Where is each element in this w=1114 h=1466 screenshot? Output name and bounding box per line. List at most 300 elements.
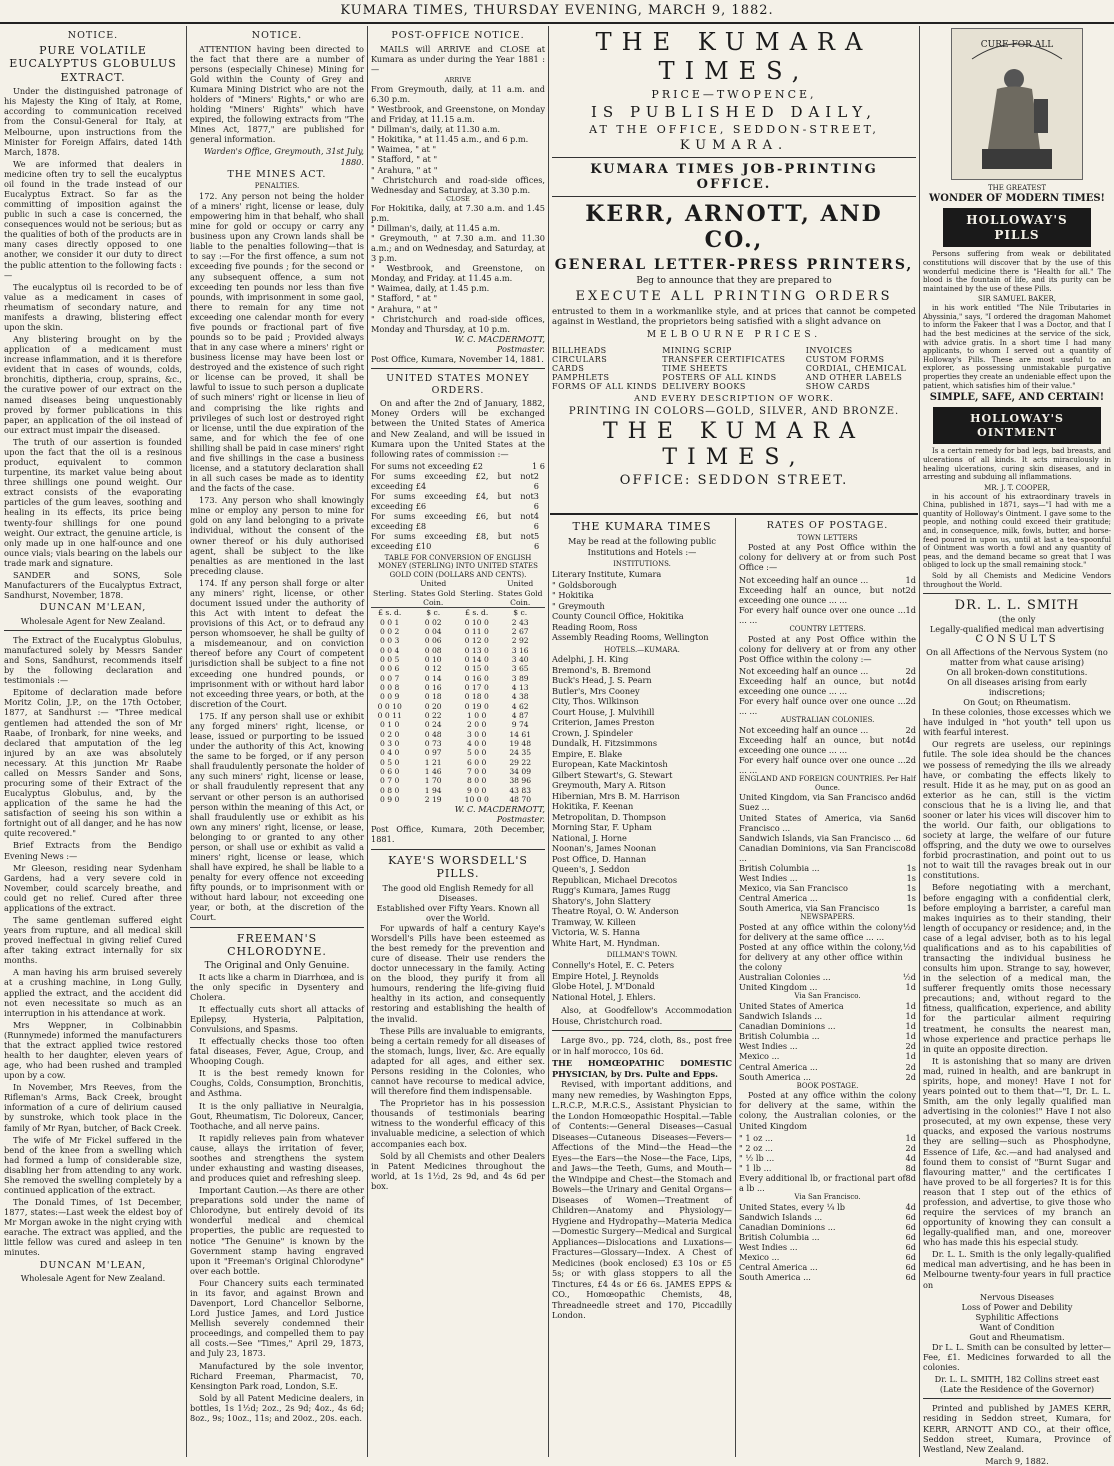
paragraph: 175. If any person shall use or exhibit any forged miners' right, license, or lease, issued or purporting to be issued under the authority of this Act, knowing the same to be forged, or if any person shall fraudulently personate the holder of any such miners' right, license or lease, or shall fraudulently represent that any servant or other person is an authorised person within the meaning of this Act, or shall fraudulently use or exhibit as his own any miners' right, license, or lease, belonging to or granted to any other person, or shall use or exhibit as valid a miners' right, license or lease, which shall have expired, he shall be liable to a penalty for every offence not exceeding fifty pounds, or to imprisonment with or without hard labour, not exceeding one year, or both, at the discretion of the Court. [190,710,364,923]
print-item: CIRCULARS [552,354,608,364]
kaye-title: KAYE'S WORSDELL'S PILLS. [388,853,528,881]
rate-value: 6d [905,1252,916,1263]
rate-row [739,605,916,625]
newspapers-heading: NEWSPAPERS. [800,913,855,922]
rate-label: Canadian Dominions ... [739,1221,836,1232]
warden-signature: Warden's Office, Greymouth, 31st July, 1880. [203,146,364,167]
rate-value: 8d [905,842,916,853]
table-cell: 3 16 [511,645,529,655]
kumara-times-advert [552,28,916,510]
table-cell: 0 06 [424,636,442,646]
agent-name: DUNCAN M'LEAN, [39,602,147,614]
rate-row [739,1242,916,1252]
table-cell: 1 46 [424,766,442,776]
rate-label: United Kingdom, via San Francisco and Suez ... [739,792,906,813]
table-cell: 0 16 0 [464,673,489,683]
hotel-item: Greymouth, Mary A. Ritson [552,780,666,791]
table-cell: 3 89 [511,673,529,683]
dillmans-heading: DILLMAN'S TOWN. [606,951,678,960]
rate-row [739,1173,916,1193]
table-cell: £ s. d. [465,608,489,618]
table-cell: 0 10 [424,654,442,664]
arrival-item: From Greymouth, daily, at 11 a.m. and 6.30 p.m. [371,83,545,104]
table-cell: 0 12 [424,664,442,674]
rate-row [739,972,916,982]
rate-row [739,1202,916,1212]
office-footer: OFFICE: SEDDON STREET. [619,473,849,489]
disease-item: Gout and Rheumatism. [969,1331,1065,1342]
closes-list [371,203,545,334]
holloway-illustration [951,28,1083,180]
table-cell: 0 14 0 [464,654,489,664]
imprint: Printed and published by JAMES KERR, residing in Seddon street, Kumara, for KERR, ARNOTT AND CO., at their office, Seddon street, Kumara, Province of Westland, New Zealand. [923,1403,1111,1454]
rate-row [739,725,916,735]
rate-value: 6d [905,832,916,843]
rate-value: 3 6 [533,491,539,512]
price-line: PRICE—TWOPENCE, [651,87,817,101]
rate-value: 8d [905,1172,916,1183]
rate-label: " ½ lb ... [739,1152,775,1163]
table-cell: 14 61 [509,729,532,739]
rate-value: 1d [905,1031,916,1042]
arrivals-list [371,84,545,195]
rate-row [739,903,916,913]
print-item: FORMS OF ALL KINDS [552,381,657,391]
rate-value: 2d [905,1071,916,1082]
rate-value: 6d [905,1231,916,1242]
table-cell: 0 18 0 [464,692,489,702]
cooper-heading: MR. J. T. COOPER, [984,483,1050,492]
rate-value: 6d [905,1242,916,1252]
rate-row [739,676,916,696]
hotel-item: Metropolitan, D. Thompson [552,811,666,822]
rate-label: Exceeding half an ounce, but not exceeding one ounce ... ... [739,675,906,696]
beg-line: Beg to announce that they are prepared to [636,275,832,286]
rate-label: Central America ... [739,893,818,904]
table-cell: 0 3 0 [380,738,400,748]
rate-value: 4d [905,675,916,686]
rate-row [739,1153,916,1163]
postmaster-name: W. C. MACDERMOTT, [454,333,545,344]
arrival-item: " Waimea, " at " [371,144,437,155]
hotel-item: White Hart, M. Hyndman. [552,937,660,948]
rate-label: British Columbia ... [739,1231,820,1242]
paragraph: It is astonishing that so many are driven mad, ruined in health, and are bankrupt in spirits, hope, and money! Have I not for years pointed out to them that—"I, Dr. L. L. Smith, am the only legally qualified man advertising in the colonies!" Have I not also prosecuted, at my own expense, these very quacks, and exposed the various nostrums they are selling—such as Phosphodyne, Essence of Life, &c.—and had analysed and found them to consist of "Burnt Sugar and flavouring matter," and the certificates I have proved to be all forgeries? It is for this reason that I step out of the ethics of profession, and advertise, to give those who require the services of my branch an opportunity of knowing they can consult a legally-qualified man, and one, moreover who has made this his especial study. [923,1055,1111,1248]
table-cell: 48 70 [509,794,532,804]
table-row [371,776,545,785]
hotel-item: Hibernian, Mrs B. M. Harrison [552,790,680,801]
hotel-item: Buck's Head, J. S. Pearn [552,675,652,686]
hotel-item: Globe Hotel, J. M'Donald [552,981,655,992]
imprint-date: March 9, 1882. [985,1455,1049,1466]
table-cell: 0 9 0 [380,794,400,804]
table-cell: 24 35 [509,748,532,758]
column-rule [367,26,368,1457]
hotel-item: Bremond's, B. Bremond [552,664,651,675]
rate-value: 1s [906,862,916,873]
disease-item: Loss of Power and Debility [961,1301,1073,1312]
table-row [371,730,545,739]
holloways-pills-banner: HOLLOWAY'S PILLS [943,208,1091,248]
hotel-item: Rugg's Kumara, James Rugg [552,885,671,896]
table-cell: 38 96 [509,776,532,786]
office-line: AT THE OFFICE, SEDDON-STREET, [589,122,879,136]
table-row [371,702,545,711]
print-item: CORDIAL, CHEMICAL [805,363,907,373]
paragraph: The truth of our assertion is founded upon the fact that the oil is a resinous product, equivalent to common turpentine, its market value being about three shillings one pound weight. Our extract consists of the evaporating particles of the gum leaves, soothing and healing in its effects, its price being twenty-four shillings for one pound weight. Our extract, the genuine article, is only made up in one half-ounce and one ounce vials; vials bearing on the labels our trade mark and signature. [4,436,182,568]
post-office-date: Post Office, Kumara, November 14, 1881. [371,353,544,364]
paragraph: Important Caution.—As there are other preparations sold under the name of Chlorodyne, but entirely devoid of its wonderful medical and chemical properties, the public are requested to notice "The Genuine" is known by the Government stamp having engraved upon it "Freeman's Original Chlorodyne" over each bottle. [190,1185,364,1276]
only-label: (the only [998,614,1036,625]
table-cell: 1 0 0 [467,710,487,720]
homeopathic-title: THE HOMŒOPATHIC DOMESTIC PHYSICIAN, by Drs. Pulte and Epps. [552,1058,732,1079]
paragraph: Any blistering brought on by the application of a medicament must increase inflammation, and it is therefore evident that in cases of wounds, colds, bronchitis, diptheria, croup, sprains, &c., the curative power of our extract on the named diseases being unquestionably proved by former publications in this paper, an application of the oil instead of our extract must impair the diseased. [4,334,182,435]
table-cell: 34 09 [509,766,532,776]
rate-row [739,1222,916,1232]
table-row [371,664,545,673]
hotel-item: Crown, J. Spindeler [552,727,633,738]
rate-value: ½d [902,921,916,932]
table-cell: 2 0 0 [467,720,487,730]
rate-value: 6d [905,792,916,803]
hotels-heading: HOTELS.—KUMARA. [604,645,680,654]
rate-row [371,471,545,491]
close-item: For Hokitika, daily, at 7.30 a.m. and 1.45 p.m. [371,202,545,223]
rate-label: West Indies ... [739,1041,798,1052]
rate-row [739,1001,916,1011]
hotel-item: Noonan's, James Noonan [552,843,657,854]
hotel-item: Tramway, W. Killeen [552,916,636,927]
rate-value: 1d [905,1011,916,1022]
rate-label: For sums exceeding £6, but not exceeding £8 [371,511,534,532]
rate-label: Central America ... [739,1262,818,1273]
hotel-item: Criterion, James Preston [552,717,655,728]
table-row [371,618,545,627]
chlorodyne-subtitle: The Original and Only Genuine. [204,960,350,971]
paragraph: Before negotiating with a merchant, before engaging with a confidential clerk, before employing a barrister, a careful man makes inquiries as to their standing, their length of occupancy or residence; and, in the case of a legal adviser, both as to his legal qualifications and as to his capabilities of transacting the individual business he consults him upon. Strange to say, however, in the selection of a medical man, the sufferer frequently omits those necessary precautions; and, without regard to the fitness, qualification, experience, and ability for the particular ailment requiring treatment, he consults the nearest man, whose experience and practice perhaps lie in quite an opposite direction. [923,882,1111,1054]
table-cell: 0 4 0 [380,748,400,758]
town-letters-heading: TOWN LETTERS [797,533,858,542]
rate-value: 2d [905,1041,916,1052]
rate-row [739,1212,916,1222]
table-row [371,692,545,701]
rate-value: 2d [905,665,916,676]
table-cell: 0 0 9 [380,692,400,702]
table-cell: 1 21 [424,757,442,767]
rate-value: 1d [905,1021,916,1032]
paragraph: The Proprietor has in his possession thousands of testimonials bearing witness to the wonderful efficacy of this invaluable medicine, a selection of which accompanies each box. [371,1098,545,1149]
disease-item: Syphilitic Affections [975,1311,1059,1322]
table-cell: $ c. [513,608,528,618]
arrival-item: " Stafford, " at " [371,154,438,165]
england-heading: ENGLAND AND FOREIGN COUNTRIES. Per Half Ounce. [739,775,916,792]
paragraph: In November, Mrs Reeves, from the Rifleman's Arms, Back Creek, brought information of a cure of delirium caused by sunstroke, which took place in the family of Mr Ryan, butcher, of Back Creek. [4,1082,182,1133]
table-cell: 19 48 [509,738,532,748]
arrival-item: " Arahura, " at " [371,164,438,175]
table-cell: 4 13 [511,682,529,692]
rate-label: United States of America [739,1001,844,1012]
table-cell: £ s. d. [378,608,402,618]
hotel-item: European, Kate Mackintosh [552,759,668,770]
table-cell: 0 0 2 [380,626,400,636]
execute-line: EXECUTE ALL PRINTING ORDERS [575,288,893,304]
rate-row [739,1262,916,1272]
kerr-arnott-name: KERR, ARNOTT, AND CO., [585,200,883,253]
rate-row [739,833,916,843]
column-mines-act [190,28,364,1455]
kumara-title: THE KUMARA TIMES, [595,28,873,85]
rate-row [739,1031,916,1041]
rate-value: 1s [906,883,916,894]
paragraph: Sold by all Patent Medicine dealers, in bottles, 1s 1½d; 2oz., 2s 9d; 4oz., 4s 6d; 8oz., 9s; 10oz., 11s; and 20oz., 20s. each. [190,1392,364,1423]
table-cell: 4 38 [511,692,529,702]
rate-value: 4 6 [533,511,539,532]
rate-label: Not exceeding half an ounce ... [739,574,869,585]
kaye-established: Established over Fifty Years. Known all over the World. [376,902,540,923]
column-rule [735,518,736,1457]
post-office-date: Post Office, Kumara, 20th December, 1881. [371,824,545,845]
conversion-table [371,579,545,804]
rate-label: West Indies ... [739,872,798,883]
rate-label: Canadian Dominions, via San Francisco ... [739,842,906,863]
entrusted-text: entrusted to them in a workmanlike style, and at prices that cannot be competed against in Westland, the proprietors being satisfied with a slight advance on [552,306,916,327]
paragraph: Mrs Weppner, in Colbinabbin (Runnymede) informed the manufacturers that the extract applied twice restored health to her daughter, eleven years of age, who had been rushed and trampled upon by a cow. [4,1019,182,1081]
rate-label: " 2 oz ... [739,1142,773,1153]
table-cell: 0 5 0 [380,757,400,767]
table-cell: 0 08 [424,645,442,655]
paragraph: It rapidly relieves pain from whatever cause, allays the irritation of fever, soothes and strengthens the system under exhausting and wasting diseases, and produces quiet and refreshing sleep. [190,1132,364,1184]
table-cell: 43 83 [509,785,532,795]
rate-row [371,511,545,531]
postmaster-name: W. C. MACDERMOTT, [454,804,545,815]
masthead: KUMARA TIMES, THURSDAY EVENING, MARCH 9, 1882. [0,0,1114,24]
table-cell: 0 02 [424,617,442,627]
table-cell: 6 0 0 [467,757,487,767]
arrival-item: " Westbrook, and Greenstone, on Monday and Friday, at 11.15 a.m. [371,104,545,125]
table-cell: 4 87 [511,710,529,720]
arrival-item: " Christchurch and road-side offices, Wednesday and Saturday, at 3.30 p.m. [371,174,545,195]
rate-label: United States, every ¼ lb [739,1201,845,1212]
kaye-subtitle: The good old English Remedy for all Diseases. [382,882,534,903]
colors-line: PRINTING IN COLORS—GOLD, SILVER, AND BRONZE. [568,405,900,417]
agent-title: Wholesale Agent for New Zealand. [20,1273,166,1284]
rate-label: Canadian Dominions ... [739,1021,836,1032]
rate-row [739,1072,916,1082]
melbourne-prices: MELBOURNE PRICES. [646,329,822,340]
print-item: SHOW CARDS [805,381,871,391]
notice-heading: NOTICE. [67,30,119,41]
column-rule [548,26,549,1457]
rate-row [739,843,916,863]
table-cell: 0 17 0 [464,682,489,692]
table-cell: 0 24 [424,720,442,730]
rate-label: British Columbia ... [739,1031,820,1042]
rate-label: South America ... [739,1272,811,1283]
eucalyptus-title: PURE VOLATILE EUCALYPTUS GLOBULUS EXTRACT. [9,43,177,84]
table-row [371,683,545,692]
rate-row [739,883,916,893]
institution-item: " Greymouth [552,600,605,611]
agent-title: Wholesale Agent for New Zealand. [20,615,166,626]
print-item: MINING SCRIP [662,345,732,355]
table-header: Sterling. [458,579,495,607]
table-cell: 3 65 [511,664,529,674]
institutions-heading: INSTITUTIONS. [613,560,671,569]
rate-value: 2d [905,584,916,595]
chlorodyne-title: FREEMAN'S CHLORODYNE. [227,931,327,959]
holloways-ointment-banner: HOLLOWAY'S OINTMENT [933,407,1101,444]
hotel-item: Empire Hotel, J. Reynolds [552,970,659,981]
rate-label: Exceeding half an ounce, but not exceeding one ounce ... ... [739,584,906,605]
table-row [371,795,545,804]
hotel-item: National Hotel, J. Ehlers. [552,991,656,1002]
hotel-item: Dundalk, H. Fitzsimmons [552,738,658,749]
paragraph: It acts like a charm in Diarrhœa, and is the only specific in Dysentery and Cholera. [190,971,364,1002]
rate-value: 4d [905,734,916,745]
rate-row [739,1232,916,1242]
table-cell: 2 67 [511,626,529,636]
hotel-item: Empire, E. Blake [552,748,623,759]
close-item: " Westbrook, and Greenstone, on Monday, and Friday. at 11.45 a.m. [371,263,545,284]
rate-row [739,1051,916,1061]
table-cell: 0 12 0 [464,636,489,646]
table-row [371,720,545,729]
paragraph: MAILS will ARRIVE and CLOSE at Kumara as under during the Year 1881 :— [371,43,545,74]
rate-label: South America, via San Francisco [739,903,880,914]
hotel-item: Republican, Michael Drecotos [552,874,678,885]
rate-row [371,531,545,551]
rate-label: Posted at any office within the colony for delivery at the same office ... ... [739,921,903,942]
print-item: CUSTOM FORMS [805,354,885,364]
rate-row [739,1041,916,1051]
table-cell: 0 22 [424,710,442,720]
paragraph: Posted at any Post Office within the colony for delivery at or from such Post Office :— [739,542,916,573]
paragraph: 172. Any person not being the holder of a miners' right, license or lease, duly empowering him in that behalf, who shall mine for gold or occupy or carry any business upon any Crown lands shall be liable to the penalties following—that is to say :—For the first offence, a sum not exceeding five pounds ; for the second or any subsequent offence, a sum not exceeding ten pounds nor less than five pounds, with imprisonment in some gaol, there to remain for any time not exceeding one calendar month for every five pounds or fractional part of five pounds so to be paid ; Provided always that in any case where a miners' right or business license may have been lost or destroyed and the existence of such right or license can be proved, it shall be lawful to issue to such person a duplicate of such miners' right or license in lieu of and comprising the like rights and privileges of such lost or destroyed right or license, until the due expiration of the same, and for which the fee of one shilling shall be paid in case miners' right and five shillings in the case a business license, and a statutory declaration shall in all such cases be made as to identity and the facts of the case. [190,190,364,494]
wonder-heading: WONDER OF MODERN TIMES! [929,192,1105,204]
table-cell: 2 19 [424,794,442,804]
kumara-title-footer: THE KUMARA TIMES, [603,418,865,470]
rate-value: 4d [905,1201,916,1212]
consults-item: On all broken-down constitutions. [946,666,1088,677]
rate-row [739,1252,916,1262]
general-printers: GENERAL LETTER-PRESS PRINTERS, [554,256,914,273]
statue-icon [952,29,1082,179]
hotel-item: Victoria, W. S. Hanna [552,927,640,938]
paragraph: Four Chancery suits each terminated in its favor, and against Brown and Davenport, Lord Chancellor Selborne, Lord Justice James, and Lord Justice Mellish severely condemned their proceedings, and compelled them to pay all costs.—See "Times," April 29, 1873, and July 23, 1873. [190,1277,364,1359]
commission-list [371,461,545,552]
rate-value: 1d [905,1001,916,1012]
column-eucalyptus [4,28,182,1455]
table-cell: 0 0 8 [380,682,400,692]
rate-value: 6d [905,1211,916,1222]
money-orders-heading: UNITED STATES MONEY ORDERS. [386,372,530,396]
rate-row [739,1133,916,1143]
rate-value: 1d [905,982,916,993]
rate-row [739,873,916,883]
via-heading: Via San Francisco. [794,1193,861,1202]
paragraph: Dr L. L. Smith can be consulted by letter—Fee, £1. Medicines forwarded to all the colonies. [923,1341,1111,1373]
table-cell: 2 92 [511,636,529,646]
rate-row [739,1011,916,1021]
town-line: KUMARA. [679,137,789,153]
print-item: INVOICES [805,345,853,355]
rate-row [739,1272,916,1282]
rate-value: 1 6 [531,460,545,471]
hotel-item: Gilbert Stewart's, G. Stewart [552,769,673,780]
hotel-item: Butler's, Mrs Cooney [552,685,640,696]
hotel-item: Theatre Royal, O. W. Anderson [552,906,679,917]
disease-item: Want of Condition [979,1321,1055,1332]
rate-label: Mexico ... [739,1252,780,1263]
close-item: " Christchurch and road-side offices, Monday and Thursday, at 10 p.m. [371,313,545,334]
consults-item: On Gout; on Rheumatism. [963,697,1071,708]
rate-row [739,1021,916,1031]
baker-heading: SIR SAMUEL BAKER, [978,295,1056,304]
table-cell: 3 40 [511,654,529,664]
rate-value: 6d [905,1262,916,1273]
rate-label: " 1 lb ... [739,1162,772,1173]
rate-label: Sandwich Islands, via San Francisco ... [739,832,902,843]
rates-heading: RATES OF POSTAGE. [766,520,889,531]
table-cell: 0 14 [424,673,442,683]
rate-value: 1s [906,903,916,914]
table-cell: 0 2 0 [380,729,400,739]
rate-row [739,1163,916,1173]
rate-value: 2d [905,1142,916,1153]
via-heading: Via San Francisco. [794,992,861,1001]
read-at-title: THE KUMARA TIMES [572,520,712,533]
consults-item: On all Affections of the Nervous System (no matter from what cause arising) [926,646,1108,667]
smith-address-note: (Late the Residence of the Governor) [939,1384,1095,1395]
rate-label: Posted at any office within the colony, for delivery at any other office within the colony [739,942,903,973]
rate-label: Every additional lb, or fractional part of a lb ... [739,1172,906,1193]
mines-act-heading: THE MINES ACT. [227,168,327,180]
paragraph: The Extract of the Eucalyptus Globulus, manufactured solely by Messrs Sander and Sons, Sandhurst, recommends itself by the following declaration and testimonials :— [4,634,182,686]
paragraph: Our regrets are useless, our repinings futile. The sole idea should be the chances we possess of remedying the ills we already have, or combating the effects likely to result. Hide it as he may, put on as good an exterior as he can, still is the victim conscious that he is a living lie, and that sooner or later his vices will discover him to the world. Our faith, our obligations to society at large, the welfare of our future offspring, and the duty we owe to ourselves forbid procrastination, and point out to us not to wait till the ravages break out in our constitutions. [923,739,1111,881]
rate-label: South America ... [739,1071,811,1082]
print-item: CARDS [552,363,585,373]
paragraph: 173. Any person who shall knowingly mine or employ any person to mine for gold on any land belonging to a private individual, without the consent of the owner thereof or his duly authorised agent, shall be subject to the like penalties as are mentioned in the last preceding clause. [190,495,364,576]
table-cell: 4 62 [511,701,529,711]
paragraph: Brief Extracts from the Bendigo Evening News :— [4,840,182,861]
table-cell: 0 97 [424,748,442,758]
dr-smith-heading: DR. L. L. SMITH [954,598,1080,614]
hotel-item: Hokitika, F. Keenan [552,801,634,812]
rate-value: 8d [905,1162,916,1173]
paragraph: Posted at any office within the colony for delivery at the same, within the colony, the Australian colonies, or the United Kingdom [739,1090,916,1131]
notice-heading: NOTICE. [251,30,303,41]
rate-label: For sums exceeding £8, but not exceeding £10 [371,531,535,552]
table-cell: 7 0 0 [467,766,487,776]
print-item: AND OTHER LABELS [805,372,903,382]
rate-value: 6d [905,1221,916,1232]
rate-value: 6d [905,1272,916,1283]
hotels-list [552,654,732,948]
rate-row [739,1143,916,1153]
table-cell: 2 43 [511,617,529,627]
rate-label: For every half ounce over one ounce ... ... ... [739,754,906,776]
read-at-subtitle: May be read at the following public Institutions and Hotels :— [568,536,716,557]
table-cell: 0 0 6 [380,664,400,674]
rate-value: 2d [905,695,916,706]
paragraph: Sold by all Chemists and Medicine Vendors throughout the World. [923,572,1111,589]
table-cell: 0 1 0 [380,720,400,730]
paragraph: Also, at Goodfellow's Accommodation House, Christchurch road. [552,1005,732,1026]
table-cell: 0 0 11 [377,710,402,720]
rate-value: 2 6 [533,470,539,491]
table-row [371,636,545,645]
paragraph: 174. If any person shall forge or alter any miners' right, license, or other document issued under the authority of this Act with intent to defeat the provisions of this Act, or to defraud any person whomsoever, he shall be guilty of a misdemeanour, and on conviction thereof before any Court of competent jurisdiction shall be subject to a fine not exceeding one hundred pounds, or imprisonment with or without hard labor not exceeding three years, or both, at the discretion of the Court. [190,577,364,709]
